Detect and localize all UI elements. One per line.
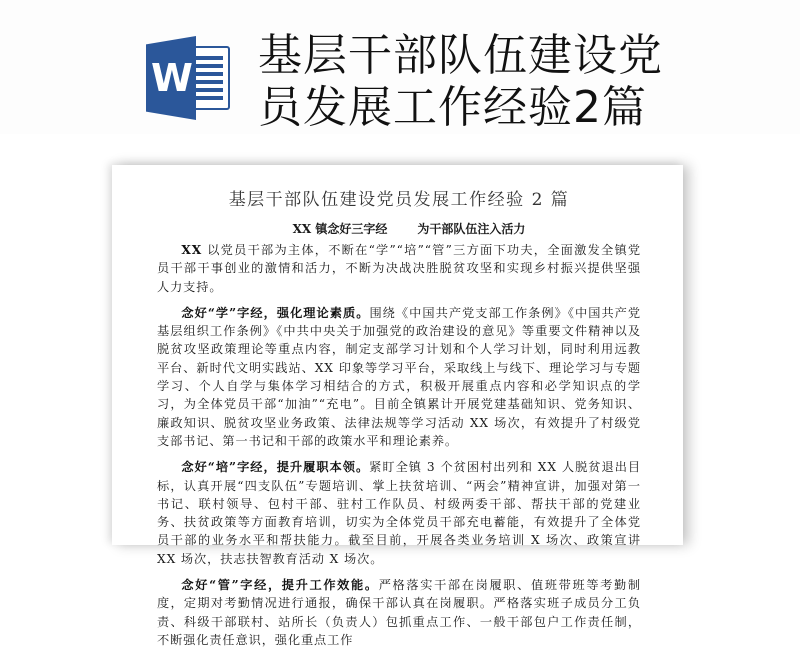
paragraph-study: [157, 304, 641, 450]
document-title: 基层干部队伍建设党员发展工作经验 2 篇: [228, 190, 570, 210]
document-page-preview: [112, 165, 683, 647]
paragraph-lead: 念好“管”字经，提升工作效能。: [181, 578, 379, 593]
subtitle-left: XX 镇念好三字经: [292, 222, 388, 236]
header: [146, 32, 688, 132]
paragraph-intro: [157, 241, 641, 296]
paragraph-lead: 念好“学”字经，强化理论素质。: [181, 305, 370, 320]
paragraph-text: 以党员干部为主体，不断在“学”“培”“管”三方面下功夫，全面激发全镇党员干部干事创业的激情和活力，不断为决战决胜脱贫攻坚和实现乡村振兴提供坚强人力支持。: [157, 243, 641, 294]
document-subtitle: [157, 220, 641, 238]
page-title: 基层干部队伍建设党员发展工作经验2篇: [258, 30, 663, 133]
paragraph-text: 围绕《中国共产党支部工作条例》《中国共产党基层组织工作条例》《中共中央关于加强党的政治建设的意见》等重要文件精神以及脱贫攻坚政策理论等重点内容，制定支部学习计划和个人学习计划，同时利用远教平台、新时代文明实践站、XX 印象等学习平台，采取线上与线下、理论学习与专题学习、个人自学与集体学习相结合的方式，积极开展重点内容和必学知识点的学习，为全体党员干部“加油”“充电”。目前全镇累计开展党建基础知识、党务知识、廉政知识、脱贫攻坚业务政策、法律法规等学习活动 XX 场次，有效提升了村级党支部书记、第一书记和干部的政策水平和理论素养。: [157, 305, 641, 448]
paragraph-training: [157, 458, 641, 568]
word-letter: W: [151, 56, 193, 100]
paragraph-text: 紧盯全镇 3 个贫困村出列和 XX 人脱贫退出目标，认真开展“四支队伍”专题培训、掌上扶贫培训、“两会”精神宣讲，加强对第一书记、联村领导、包村干部、驻村工作队员、村级两委干部、帮扶干部的党建业务、扶贫政策等方面教育培训，切实为全体党员干部充电蓄能，有效提升了全体党员干部的业务水平和帮扶能力。截至目前，开展各类业务培训 X 场次、政策宣讲 XX 场次，扶志扶智教育活动 X 场次。: [157, 460, 641, 566]
paragraph-management: [157, 576, 641, 649]
paragraph-lead: 念好“培”字经，提升履职本领。: [181, 460, 370, 475]
paragraph-text: 严格落实干部在岗履职、值班带班等考勤制度，定期对考勤情况进行通报，确保干部认真在岗履职。严格落实班子成员分工负责、科级干部联村、站所长（负责人）包抓重点工作、一般干部包户工作责任制，不断强化责任意识，强化重点工作: [157, 578, 641, 647]
microsoft-word-icon: [146, 36, 232, 120]
subtitle-right: 为干部队伍注入活力: [417, 222, 526, 236]
document-body: [157, 189, 641, 657]
paragraph-lead: XX: [181, 243, 203, 257]
